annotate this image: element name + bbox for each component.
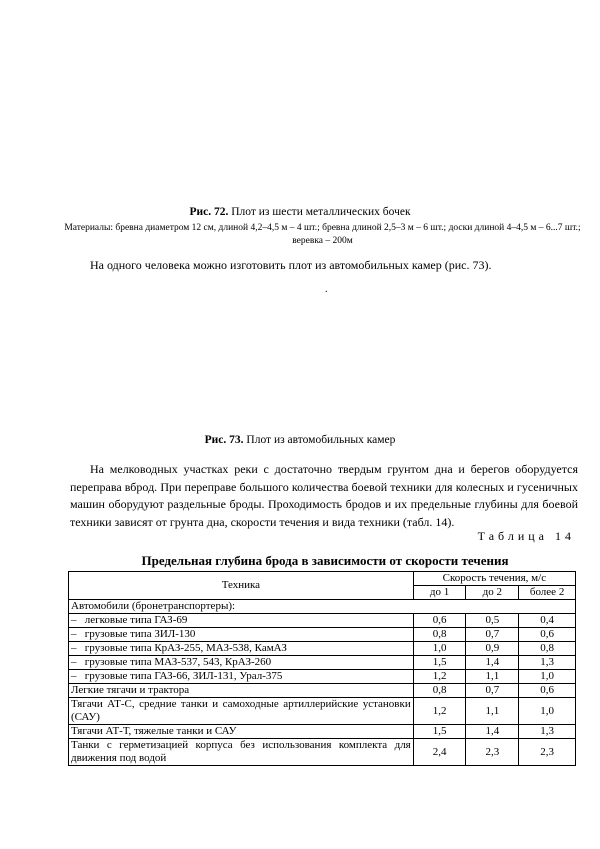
table-row [69,739,576,766]
table-header-row [69,572,576,586]
row-value-speed-2: 2,3 [466,739,519,766]
row-value-speed-1: 1,5 [413,725,466,739]
figure-73-caption [60,434,540,446]
row-technique: – грузовые типа КрАЗ-255, МАЗ-538, КамАЗ [69,642,414,656]
paragraph-fords: На мелководных участках реки с достаточно твердым грунтом дна и берегов оборудуется переправа вброд. При переправе большого количества боевой техники для колесных и гусеничных машин оборудуют раздельные броды. Проходимость бродов и их предельные глубины для боевой техники зависят от грунта дна, скорости течения и вида техники (табл. 14). [70,462,578,529]
table-row [69,656,576,670]
figure-72-title: Плот из шести металлических бочек [231,206,411,218]
table-row [69,684,576,698]
row-value-speed-3: 0,8 [519,642,576,656]
table-row [69,642,576,656]
row-value-speed-2: 0,9 [466,642,519,656]
row-value-speed-2: 1,4 [466,725,519,739]
row-value-speed-2: 0,5 [466,614,519,628]
row-value-speed-2: 1,1 [466,670,519,684]
row-value-speed-3: 2,3 [519,739,576,766]
row-value-speed-1: 2,4 [413,739,466,766]
group-label: Автомобили (бронетранспортеры): [69,600,576,614]
table-number: Таблица 14 [477,529,575,543]
table-row [69,698,576,725]
row-value-speed-3: 1,0 [519,698,576,725]
table-row [69,670,576,684]
row-technique: – легковые типа ГАЗ-69 [69,614,414,628]
row-technique: Тягачи АТ-С, средние танки и самоходные артиллерийские установки (САУ) [69,698,414,725]
table-row [69,628,576,642]
row-value-speed-1: 0,6 [413,614,466,628]
subheader-speed-2: до 2 [466,586,519,600]
header-technique: Техника [69,572,414,600]
row-value-speed-2: 0,7 [466,628,519,642]
header-speed: Скорость течения, м/с [413,572,575,586]
row-technique: – грузовые типа МАЗ-537, 543, КрАЗ-260 [69,656,414,670]
row-technique: Легкие тягачи и трактора [69,684,414,698]
row-value-speed-1: 1,0 [413,642,466,656]
row-value-speed-3: 1,3 [519,725,576,739]
row-value-speed-1: 1,2 [413,698,466,725]
row-technique: Танки с герметизацией корпуса без использования комплекта для движения под водой [69,739,414,766]
ford-depth-table [68,571,576,766]
row-value-speed-2: 1,1 [466,698,519,725]
figure-72-caption [60,206,540,218]
paragraph-rafts: На одного человека можно изготовить плот из автомобильных камер (рис. 73). [90,258,492,272]
row-value-speed-1: 1,5 [413,656,466,670]
row-technique: Тягачи АТ-Т, тяжелые танки и САУ [69,725,414,739]
row-value-speed-1: 0,8 [413,684,466,698]
row-value-speed-3: 1,3 [519,656,576,670]
row-value-speed-1: 0,8 [413,628,466,642]
figure-73-placeholder: . [325,284,328,295]
row-value-speed-3: 0,6 [519,628,576,642]
row-value-speed-2: 1,4 [466,656,519,670]
subheader-speed-1: до 1 [413,586,466,600]
table-group-row [69,600,576,614]
figure-73-label: Рис. 73. [204,434,244,446]
row-technique: – грузовые типа ЗИЛ-130 [69,628,414,642]
row-value-speed-3: 0,4 [519,614,576,628]
row-value-speed-2: 0,7 [466,684,519,698]
table-title: Предельная глубина брода в зависимости от скорости течения [141,553,509,568]
figure-72-materials: Материалы: бревна диаметром 12 см, длиной 4,2–4,5 м – 4 шт.; бревна длиной 2,5–3 м – 6 шт.; доски длиной 4–4,5 м – 6...7 шт.; веревка – 200м [64,223,581,246]
row-value-speed-3: 1,0 [519,670,576,684]
row-value-speed-1: 1,2 [413,670,466,684]
table-row [69,614,576,628]
figure-73-title: Плот из автомобильных камер [246,434,396,446]
subheader-speed-3: более 2 [519,586,576,600]
row-value-speed-3: 0,6 [519,684,576,698]
row-technique: – грузовые типа ГАЗ-66, ЗИЛ-131, Урал-375 [69,670,414,684]
table-row [69,725,576,739]
figure-72-label: Рис. 72. [189,206,229,218]
